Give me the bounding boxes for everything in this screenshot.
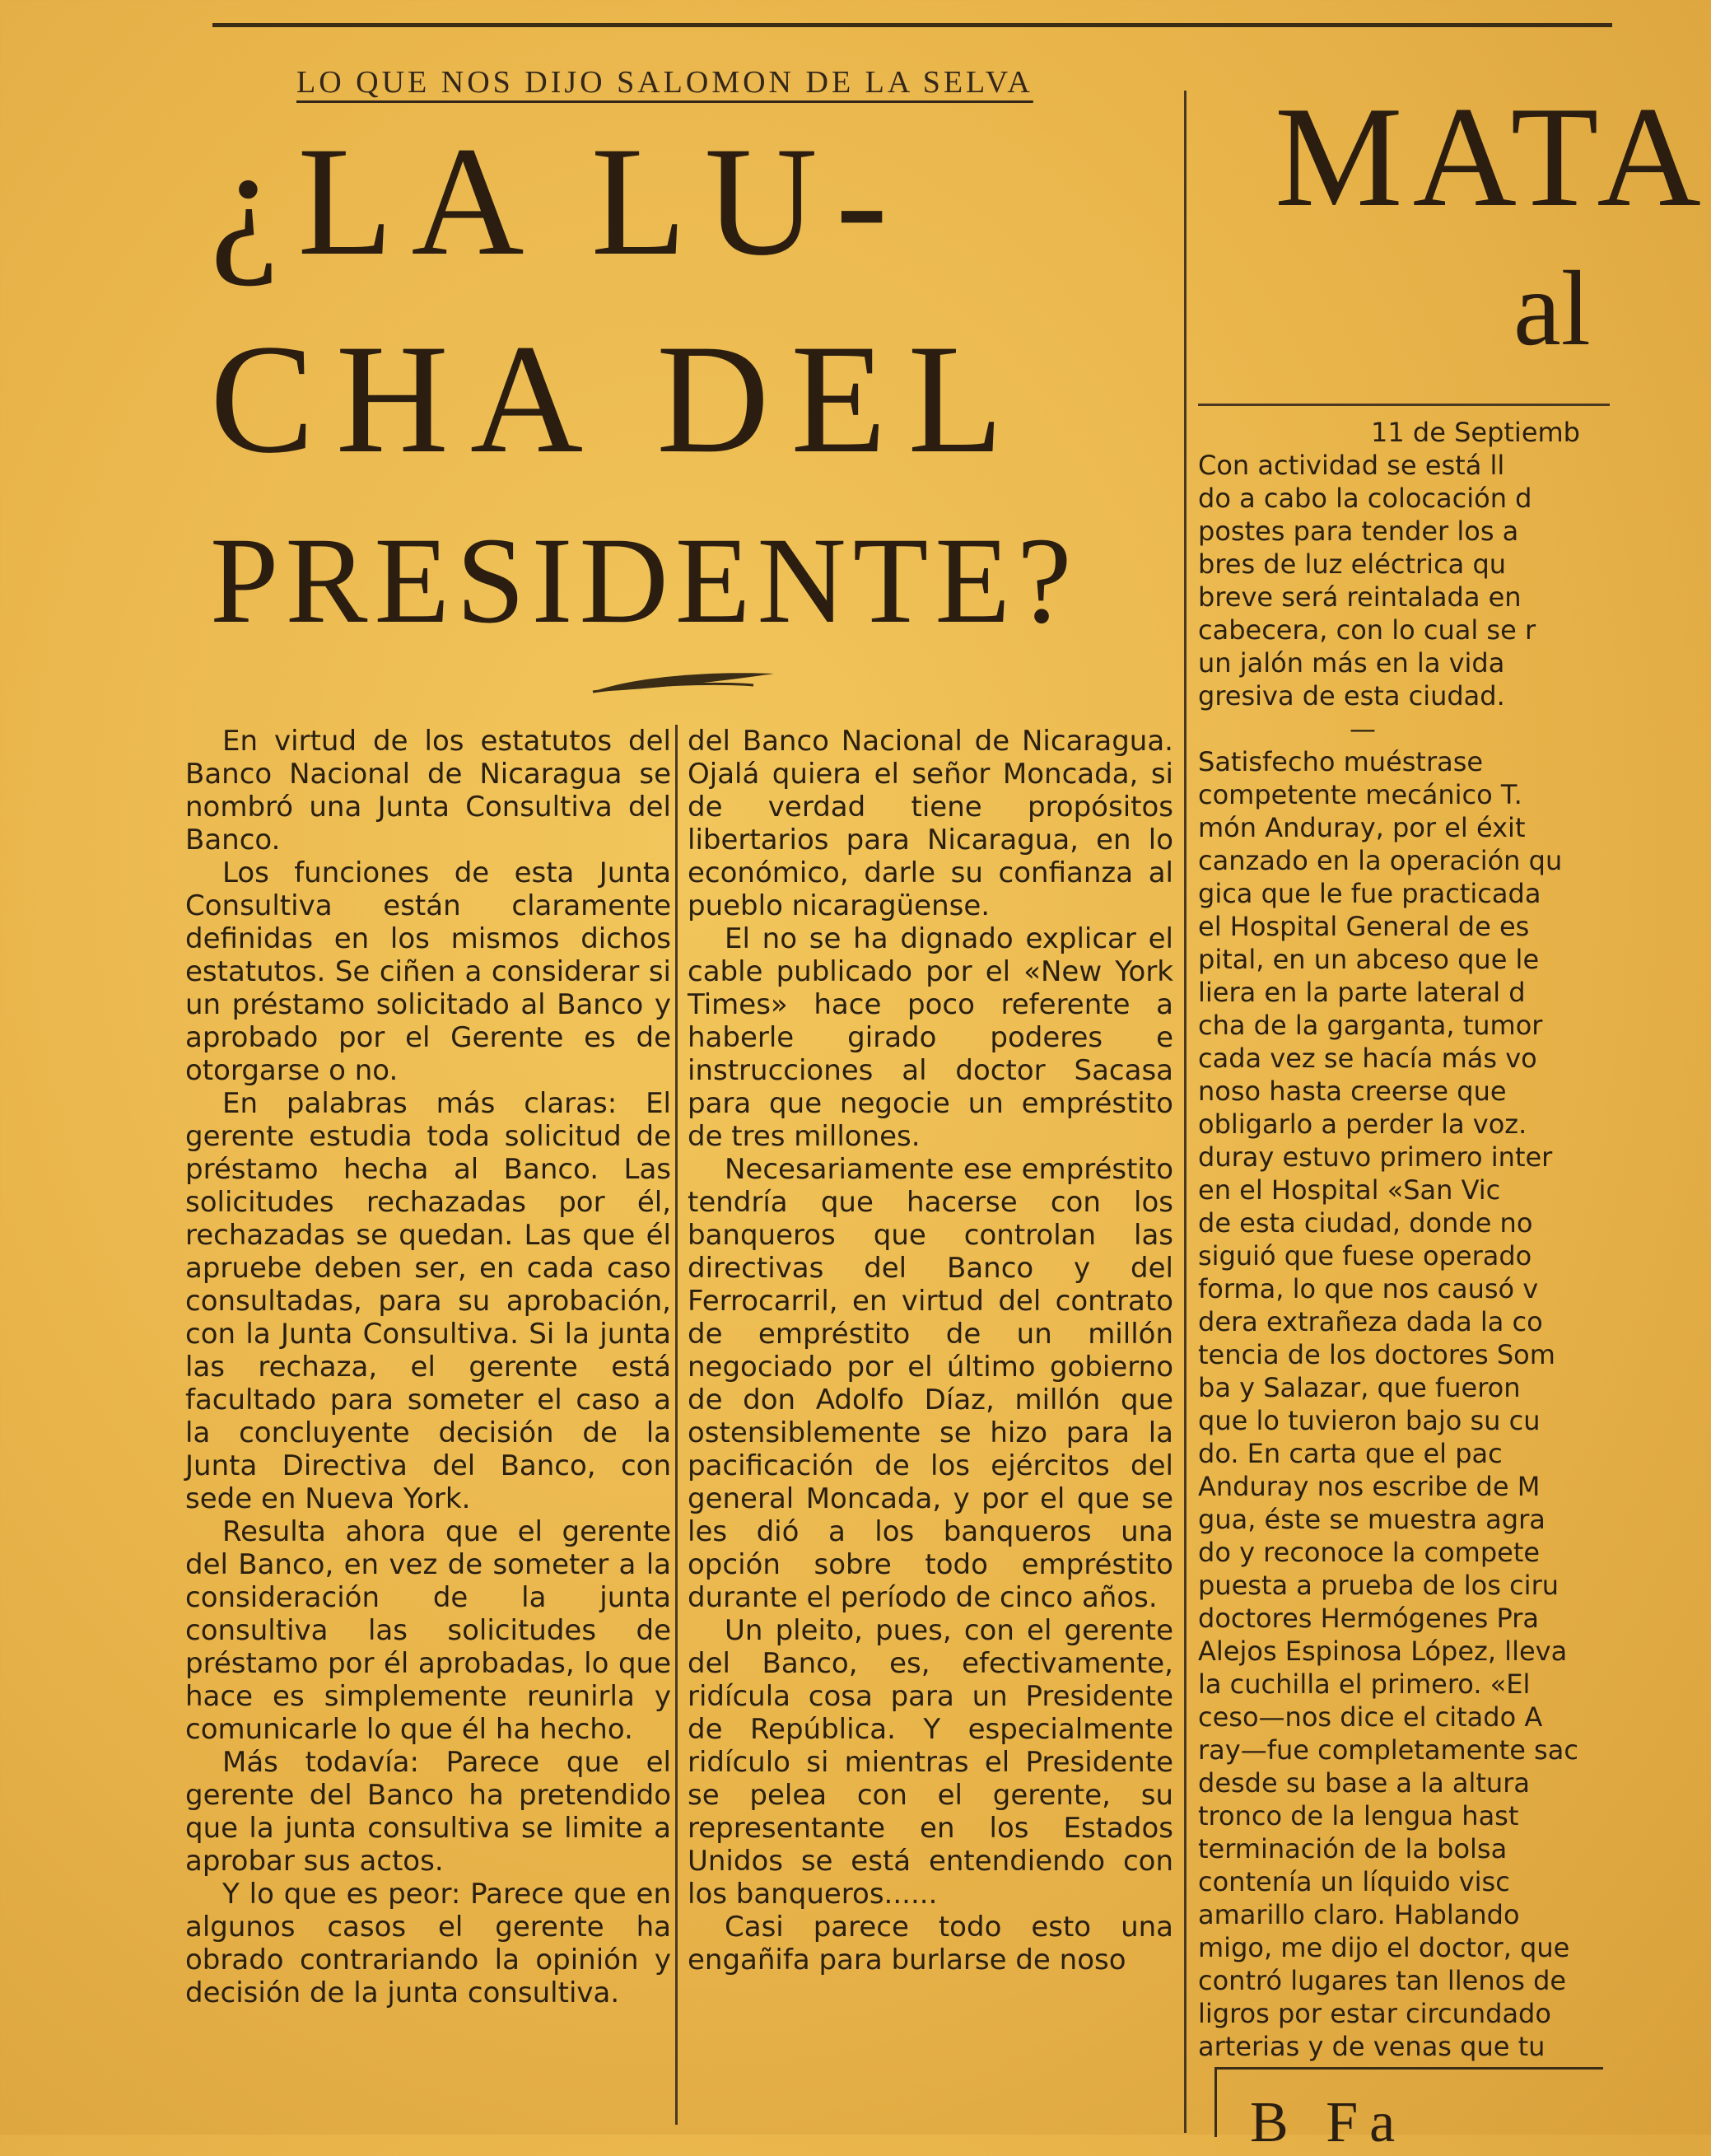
- text-line: gua, éste se muestra agra: [1198, 1504, 1545, 1535]
- paragraph: Resulta ahora que el gerente del Banco, en vez de someter a la consideración de la junta consultiva las solicitudes de préstamo por él aprobadas, lo que hace es simplemente reunirla y comunicarle lo que él ha hecho.: [185, 1515, 671, 1746]
- text-line: ba y Salazar, que fueron: [1198, 1372, 1521, 1403]
- text-line: contenía un líquido visc: [1198, 1866, 1510, 1897]
- text-line: doctores Hermógenes Pra: [1198, 1603, 1539, 1634]
- right-rule: [1198, 404, 1610, 406]
- paragraph: Y lo que es peor: Parece que en algunos casos el gerente ha obrado contrariando la opinión y decisión de la junta consultiva.: [185, 1878, 671, 2009]
- text-line: ligros por estar circundado: [1198, 1998, 1551, 2029]
- article-column-3: [1198, 416, 1626, 2063]
- text-line: siguió que fuese operado: [1198, 1240, 1532, 1272]
- dateline: 11 de Septiemb: [1371, 417, 1580, 448]
- headline: [210, 115, 1190, 659]
- text-line: dera extrañeza dada la co: [1198, 1306, 1543, 1337]
- headline-line-3: PRESIDENTE?: [210, 512, 1079, 649]
- paragraph: Un pleito, pues, con el gerente del Banco, es, efectivamente, ridícula cosa para un Presidente de República. Y especialmente ridículo si mientras el Presidente se pelea con el gerente, su representante en los Estados Unidos se está entendiendo con los banqueros......: [688, 1614, 1173, 1911]
- text-line: cabecera, con lo cual se r: [1198, 614, 1536, 646]
- text-line: contró lugares tan llenos de: [1198, 1965, 1567, 1996]
- text-line: món Anduray, por el éxit: [1198, 812, 1526, 843]
- text-line: terminación de la bolsa: [1198, 1833, 1508, 1864]
- text-line: canzado en la operación qu: [1198, 845, 1563, 876]
- paragraph: En virtud de los estatutos del Banco Nacional de Nicaragua se nombró una Junta Consultiva del Banco.: [185, 725, 671, 856]
- text-line: breve será reintalada en: [1198, 581, 1522, 613]
- text-line: en el Hospital «San Vic: [1198, 1174, 1501, 1206]
- box-headline: B Fa: [1250, 2091, 1407, 2154]
- text-line: cha de la garganta, tumor: [1198, 1010, 1543, 1041]
- paragraph: Casi parece todo esto una engañifa para burlarse de noso: [688, 1911, 1173, 1976]
- text-line: arterias y de venas que tu: [1198, 2031, 1545, 2062]
- text-line: ceso—nos dice el citado A: [1198, 1701, 1543, 1733]
- paragraph: El no se ha dignado explicar el cable publicado por el «New York Times» hace poco referente a haberle girado poderes e instrucciones al doctor Sacasa para que negocie un empréstito de tres millones.: [688, 922, 1173, 1153]
- column-divider: [1184, 91, 1187, 2133]
- paragraph: del Banco Nacional de Nicaragua. Ojalá quiera el señor Moncada, si de verdad tiene propósitos libertarios para Nicaragua, en lo económico, darle su confianza al pueblo nicaragüense.: [688, 725, 1173, 922]
- top-rule: [212, 23, 1612, 27]
- text-line: competente mecánico T.: [1198, 779, 1522, 810]
- text-line: liera en la parte lateral d: [1198, 977, 1526, 1008]
- text-line: Alejos Espinosa López, lleva: [1198, 1636, 1568, 1667]
- text-line: migo, me dijo el doctor, que: [1198, 1932, 1570, 1963]
- text-line: tronco de la lengua hast: [1198, 1800, 1519, 1832]
- paragraph: En palabras más claras: El gerente estudia toda solicitud de préstamo hecha al Banco. Las solicitudes rechazadas por él, rechazadas se quedan. Las que él apruebe deben ser, en cada caso consultadas, para su aprobación, con la Junta Consultiva. Si la junta las rechaza, el gerente está facultado para someter el caso a la concluyente decisión de la Junta Directiva del Banco, con sede en Nueva York.: [185, 1087, 671, 1515]
- text-line: duray estuvo primero inter: [1198, 1141, 1553, 1173]
- text-line: desde su base a la altura: [1198, 1767, 1530, 1799]
- text-line: de esta ciudad, donde no: [1198, 1207, 1533, 1239]
- text-line: un jalón más en la vida: [1198, 647, 1505, 679]
- article-column-2: [688, 725, 1173, 1976]
- text-line: gica que le fue practicada: [1198, 878, 1541, 909]
- paragraph: Más todavía: Parece que el gerente del Banco ha pretendido que la junta consultiva se limite a aprobar sus actos.: [185, 1746, 671, 1878]
- text-line: do y reconoce la compete: [1198, 1537, 1541, 1568]
- text-line: que lo tuvieron bajo su cu: [1198, 1405, 1541, 1436]
- text-line: forma, lo que nos causó v: [1198, 1273, 1539, 1304]
- text-line: Satisfecho muéstrase: [1198, 746, 1484, 777]
- text-line: bres de luz eléctrica qu: [1198, 548, 1507, 580]
- text-line: Con actividad se está ll: [1198, 450, 1505, 481]
- paragraph: Necesariamente ese empréstito tendría que hacerse con los banqueros que controlan las directivas del Banco y del Ferrocarril, en virtud del contrato de empréstito de un millón negociado por el último gobierno de don Adolfo Díaz, millón que ostensiblemente se hizo para la pacificación de los ejércitos del general Moncada, y por el que se les dió a los banqueros una opción sobre todo empréstito durante el período de cinco años.: [688, 1153, 1173, 1614]
- text-line: tencia de los doctores Som: [1198, 1339, 1555, 1370]
- text-line: Anduray nos escribe de M: [1198, 1471, 1541, 1502]
- text-line: amarillo claro. Hablando: [1198, 1899, 1520, 1930]
- text-line: el Hospital General de es: [1198, 911, 1530, 942]
- paragraph: Los funciones de esta Junta Consultiva están claramente definidas en los mismos dichos estatutos. Se ciñen a considerar si un préstamo solicitado al Banco y aprobado por el Gerente es de otorgarse o no.: [185, 856, 671, 1087]
- text-line: ray—fue completamente sac: [1198, 1734, 1578, 1766]
- text-line: do. En carta que el pac: [1198, 1438, 1503, 1469]
- text-line: cada vez se hacía más vo: [1198, 1043, 1537, 1074]
- column-divider: [675, 725, 678, 2125]
- text-line: puesta a prueba de los ciru: [1198, 1570, 1559, 1601]
- headline-line-2: CHA DEL: [210, 313, 1025, 486]
- kicker: LO QUE NOS DIJO SALOMON DE LA SELVA: [296, 65, 1033, 100]
- text-line: obligarlo a perder la voz.: [1198, 1108, 1527, 1140]
- ornament-flourish: [589, 667, 778, 700]
- text-line: pital, en un abceso que le: [1198, 944, 1540, 975]
- text-line: la cuchilla el primero. «El: [1198, 1668, 1531, 1700]
- text-line: gresiva de esta ciudad.: [1198, 680, 1505, 712]
- headline-line-1: ¿LA LU-: [210, 115, 907, 288]
- separator: —: [1350, 713, 1376, 744]
- article-column-1: [185, 725, 671, 2009]
- text-line: noso hasta creerse que: [1198, 1076, 1507, 1107]
- right-headline: MATA: [1275, 77, 1711, 236]
- text-line: do a cabo la colocación d: [1198, 483, 1532, 514]
- right-subhead: al: [1513, 250, 1591, 368]
- bottom-box: [1214, 2067, 1603, 2154]
- text-line: postes para tender los a: [1198, 516, 1519, 547]
